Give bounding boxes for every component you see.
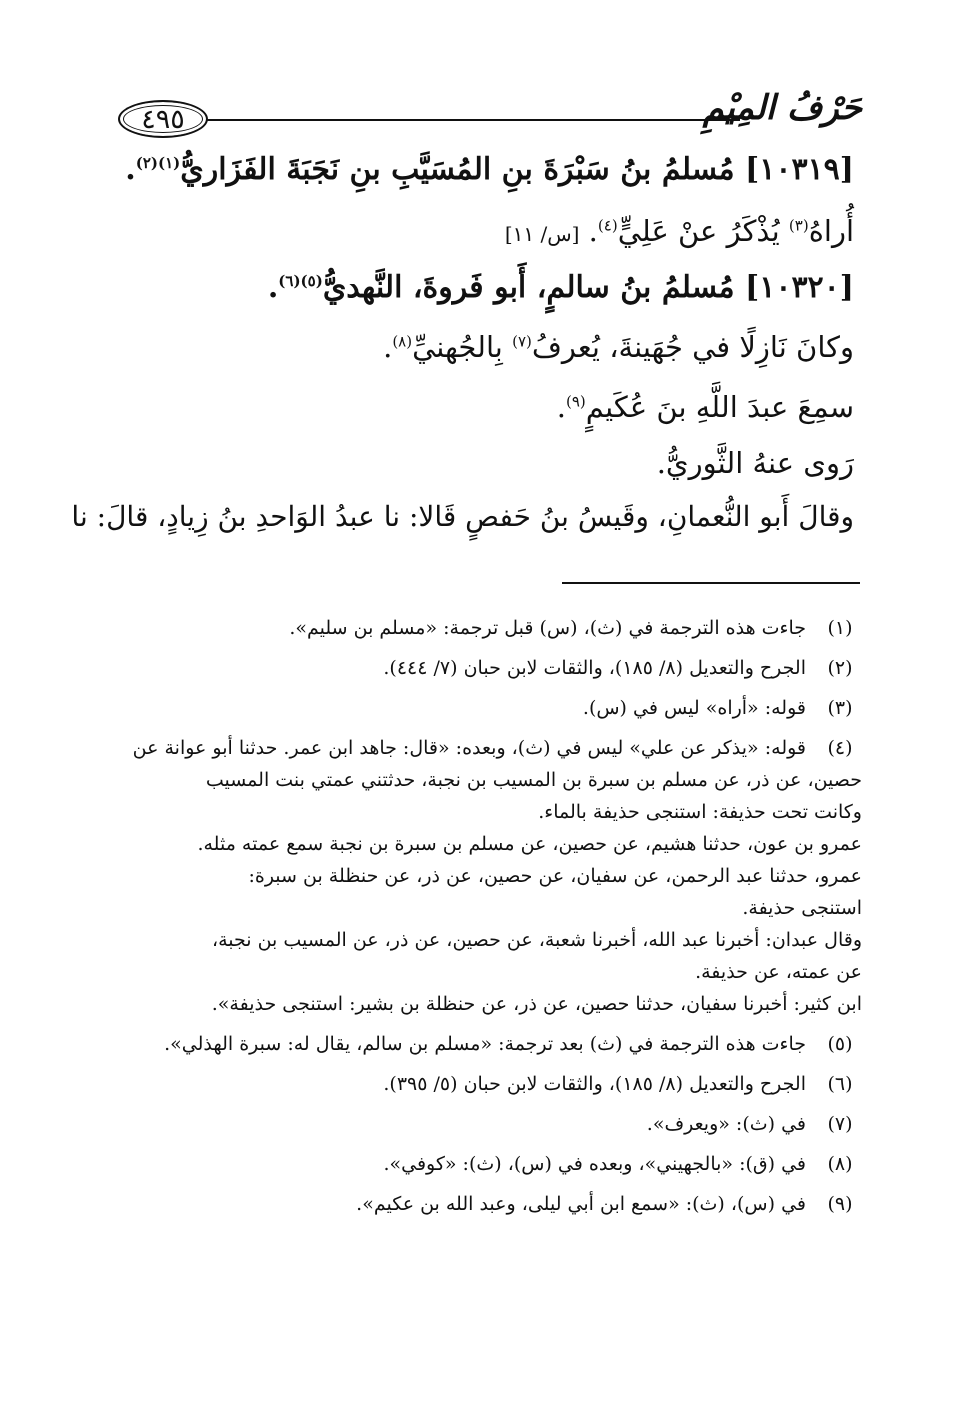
footnote-line: عن عمته، عن حذيفة. bbox=[695, 961, 862, 983]
footnote-line: جاءت هذه الترجمة في (ث)، (س) قبل ترجمة: «مسلم بن سليم». bbox=[289, 617, 806, 639]
entry-2-line: رَوى عنهُ الثَّوريُّ. bbox=[656, 446, 854, 480]
footnote-line: عمرو، حدثنا عبد الرحمن، عن سفيان، عن حصين، عن ذر، عن حنظلة بن سبرة: bbox=[248, 865, 862, 887]
footnote-marker: (٩) bbox=[566, 392, 586, 411]
page-number-text: ٤٩٥ bbox=[141, 103, 185, 135]
footnotes bbox=[118, 612, 862, 1228]
footnote bbox=[118, 1188, 862, 1220]
running-header bbox=[112, 88, 862, 148]
footnote-line: قوله: «أراه» ليس في (س). bbox=[582, 697, 806, 719]
footnote-number: (٨) bbox=[827, 1153, 853, 1175]
entry-2-line: وقالَ أَبو النُّعمانِ، وقَيسُ بنُ حَفصٍ قَالا: نا عبدُ الوَاحدِ بنُ زِيادٍ، قالَ: نا bbox=[71, 500, 854, 533]
entry-2-line: وكانَ نَازِلًا في جُهَينةَ، يُعرفُ$^{(٧)}$ بِالجُهنيِّ$^{(٨)}$. bbox=[383, 330, 854, 364]
entry-2-heading: [١٠٣٢٠] مُسلمُ بنُ سالمٍ، أَبو فَروةَ، النَّهديُّ$^{(٥)(٦)}$. bbox=[267, 270, 854, 305]
footnote-marker: (٨) bbox=[392, 332, 413, 351]
footnote-line: حصين، عن ذر، عن مسلم بن سبرة بن المسيب بن نجبة، حدثتني عمتي بنت المسيب bbox=[205, 769, 862, 791]
footnote-line: في (ث): «ويعرف». bbox=[646, 1113, 806, 1135]
footnote bbox=[118, 1068, 862, 1100]
footnote-line: عمرو بن عون، حدثنا هشيم، عن حصين، عن مسلم بن سبرة بن نجبة سمع عمته مثله. bbox=[197, 833, 862, 855]
footnote-line: وكانت تحت حذيفة: استنجى حذيفة بالماء. bbox=[538, 801, 862, 823]
footnote-line: الجرح والتعديل (٨/ ١٨٥)، والثقات لابن حبان (٥/ ٣٩٥). bbox=[383, 1073, 806, 1095]
footnote-number: (٣) bbox=[827, 697, 853, 719]
footnote bbox=[118, 1028, 862, 1060]
footnote-marker: (٤) bbox=[597, 216, 618, 235]
footnote-number: (٩) bbox=[827, 1193, 853, 1215]
footnote-marker: (١)(٢) bbox=[135, 154, 181, 172]
page-number bbox=[118, 100, 208, 138]
footnote-number: (٥) bbox=[827, 1033, 853, 1055]
footnote bbox=[118, 1148, 862, 1180]
footnote-line: استنجى حذيفة. bbox=[742, 897, 862, 919]
manuscript-reference: [س/ ١١] bbox=[504, 222, 580, 246]
footnote-line: في (س)، (ث): «سمع ابن أبي ليلى، وعبد الله بن عكيم». bbox=[356, 1193, 806, 1215]
footnote bbox=[118, 612, 862, 644]
footnote-line: وقال عبدان: أخبرنا عبد الله، أخبرنا شعبة، عن حصين، عن ذر، عن المسيب بن نجبة، bbox=[211, 929, 862, 951]
footnote-number: (٢) bbox=[827, 657, 853, 679]
footnote-number: (١) bbox=[827, 617, 853, 639]
footnote-line: جاءت هذه الترجمة في (ث) بعد ترجمة: «مسلم بن سالم، يقال له: سبرة الهذلي». bbox=[164, 1033, 806, 1055]
footnote bbox=[118, 1108, 862, 1140]
footnote bbox=[118, 732, 862, 1020]
footnote-line: قوله: «يذكر عن علي» ليس في (ث)، وبعده: «قال: جاهد ابن عمر. حدثنا أبو عوانة عن bbox=[132, 737, 806, 759]
footnote-marker: (٣) bbox=[788, 216, 809, 235]
entry-2-line: سمِعَ عبدَ اللَّهِ بنَ عُكَيمٍ$^{(٩)}$. bbox=[556, 390, 854, 424]
footnote-line: في (ق): «بالجهيني»، وبعده في (س)، (ث): «كوفي». bbox=[383, 1153, 806, 1175]
footnote-number: (٧) bbox=[827, 1113, 853, 1135]
footnote-number: (٤) bbox=[827, 737, 853, 759]
footnote bbox=[118, 652, 862, 684]
entry-1-heading: [١٠٣١٩] مُسلمُ بنُ سَبْرَةَ بنِ المُسَيَّبِ بنِ نَجَبَةَ الفَزَاريُّ$^{(١)(٢)}$. bbox=[125, 152, 854, 187]
footnote-marker: (٧) bbox=[512, 332, 532, 351]
footnote bbox=[118, 692, 862, 724]
footnote-number: (٦) bbox=[827, 1073, 853, 1095]
header-rule bbox=[206, 119, 740, 121]
footnote-line: ابن كثير: أخبرنا سفيان، حدثنا حصين، عن ذر، عن حنظلة بن بشير: استنجى حذيفة». bbox=[211, 993, 862, 1015]
footnote-marker: (٥)(٦) bbox=[278, 272, 323, 290]
footnote-separator bbox=[562, 582, 860, 584]
footnote-line: الجرح والتعديل (٨/ ١٨٥)، والثقات لابن حبان (٧/ ٤٤٤). bbox=[383, 657, 806, 679]
entry-1-line: أُراهُ$^{(٣)}$ يُذْكَرُ عنْ عَلِيٍّ$^{(٤)}$. [س/ ١١] bbox=[504, 214, 854, 248]
chapter-title: حَرْفُ المِيْمِ bbox=[702, 88, 862, 128]
